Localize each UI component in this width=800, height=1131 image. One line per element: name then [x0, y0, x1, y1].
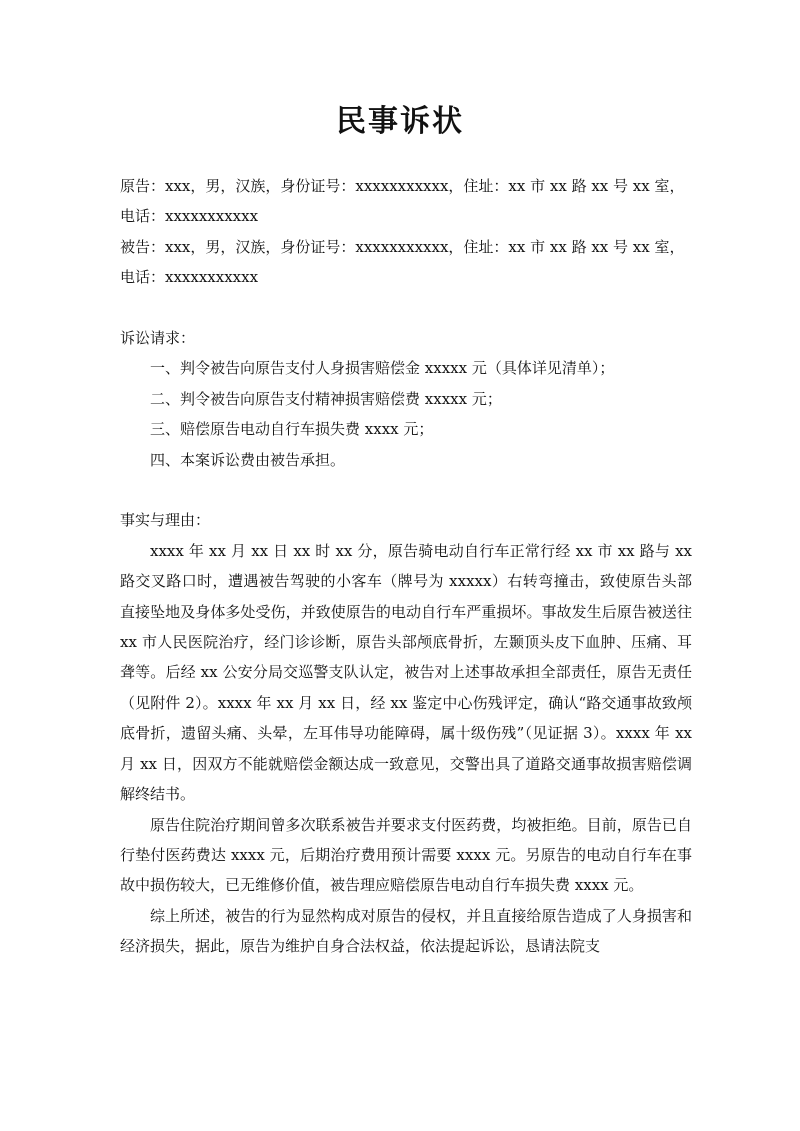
spacer — [120, 293, 692, 323]
claim-item: 一、判令被告向原告支付人身损害赔偿金 xxxxx 元（具体详见清单）； — [150, 359, 615, 378]
defendant-info-line: 被告：xxx，男，汉族，身份证号：xxxxxxxxxxx，住址：xx 市 xx 路 xx 号 xx 室， — [120, 237, 685, 256]
claim-item: 二、判令被告向原告支付精神损害赔偿费 xxxxx 元； — [150, 389, 502, 408]
facts-heading: 事实与理由： — [120, 511, 211, 530]
claim-item: 三、赔偿原告电动自行车损失费 xxxx 元； — [150, 420, 434, 439]
spacer — [120, 475, 692, 505]
claims-heading: 诉讼请求： — [120, 329, 196, 348]
plaintiff-phone-line: 电话：xxxxxxxxxxx — [120, 207, 259, 226]
claim-item: 四、本案诉讼费由被告承担。 — [150, 450, 346, 469]
document-title: 民事诉状 — [336, 104, 464, 139]
facts-paragraph: xxxx 年 xx 月 xx 日 xx 时 xx 分，原告骑电动自行车正常行经 xx 市 xx 路与 xx 路交叉路口时，遭遇被告驾驶的小客车（牌号为 xxxxx）右转弯撞击，致使原告头部直接坠地及身体多处受伤，并致使原告的电动自行车严重损坏。事故发生后原告被送往 xx 市人民医院治疗，经门诊诊断，原告头部颅底骨折，左颞顶头皮下血肿、压痛、耳聋等。后经 xx 公安分局交巡警支队认定，被告对上述事故承担全部责任，原告无责任（见附件 2）。xxxx 年 xx 月 xx 日，经 xx 鉴定中心伤残评定，确认“路交通事故致颅底骨折，遗留头痛、头晕，左耳伟导功能障碍，属十级伤残”（见证据 3）。xxxx 年 xx 月 xx 日，因双方不能就赔偿金额达成一致意见，交警出具了道路交通事故损害赔偿调解终结书。 — [120, 541, 692, 804]
plaintiff-info-line: 原告：xxx，男，汉族，身份证号：xxxxxxxxxxx，住址：xx 市 xx 路 xx 号 xx 室， — [120, 177, 685, 195]
facts-paragraph: 综上所述，被告的行为显然构成对原告的侵权，并且直接给原告造成了人身损害和经济损失，据此，原告为维护自身合法权益，依法提起诉讼，恳请法院支 — [120, 906, 692, 956]
defendant-phone-line: 电话：xxxxxxxxxxx — [120, 268, 259, 287]
facts-paragraph: 原告住院治疗期间曾多次联系被告并要求支付医药费，均被拒绝。目前，原告已自行垫付医药费达 xxxx 元，后期治疗费用预计需要 xxxx 元。另原告的电动自行车在事故中损伤较大，已无维修价值，被告理应赔偿原告电动自行车损失费 xxxx 元。 — [120, 815, 692, 895]
document-body — [120, 171, 692, 962]
